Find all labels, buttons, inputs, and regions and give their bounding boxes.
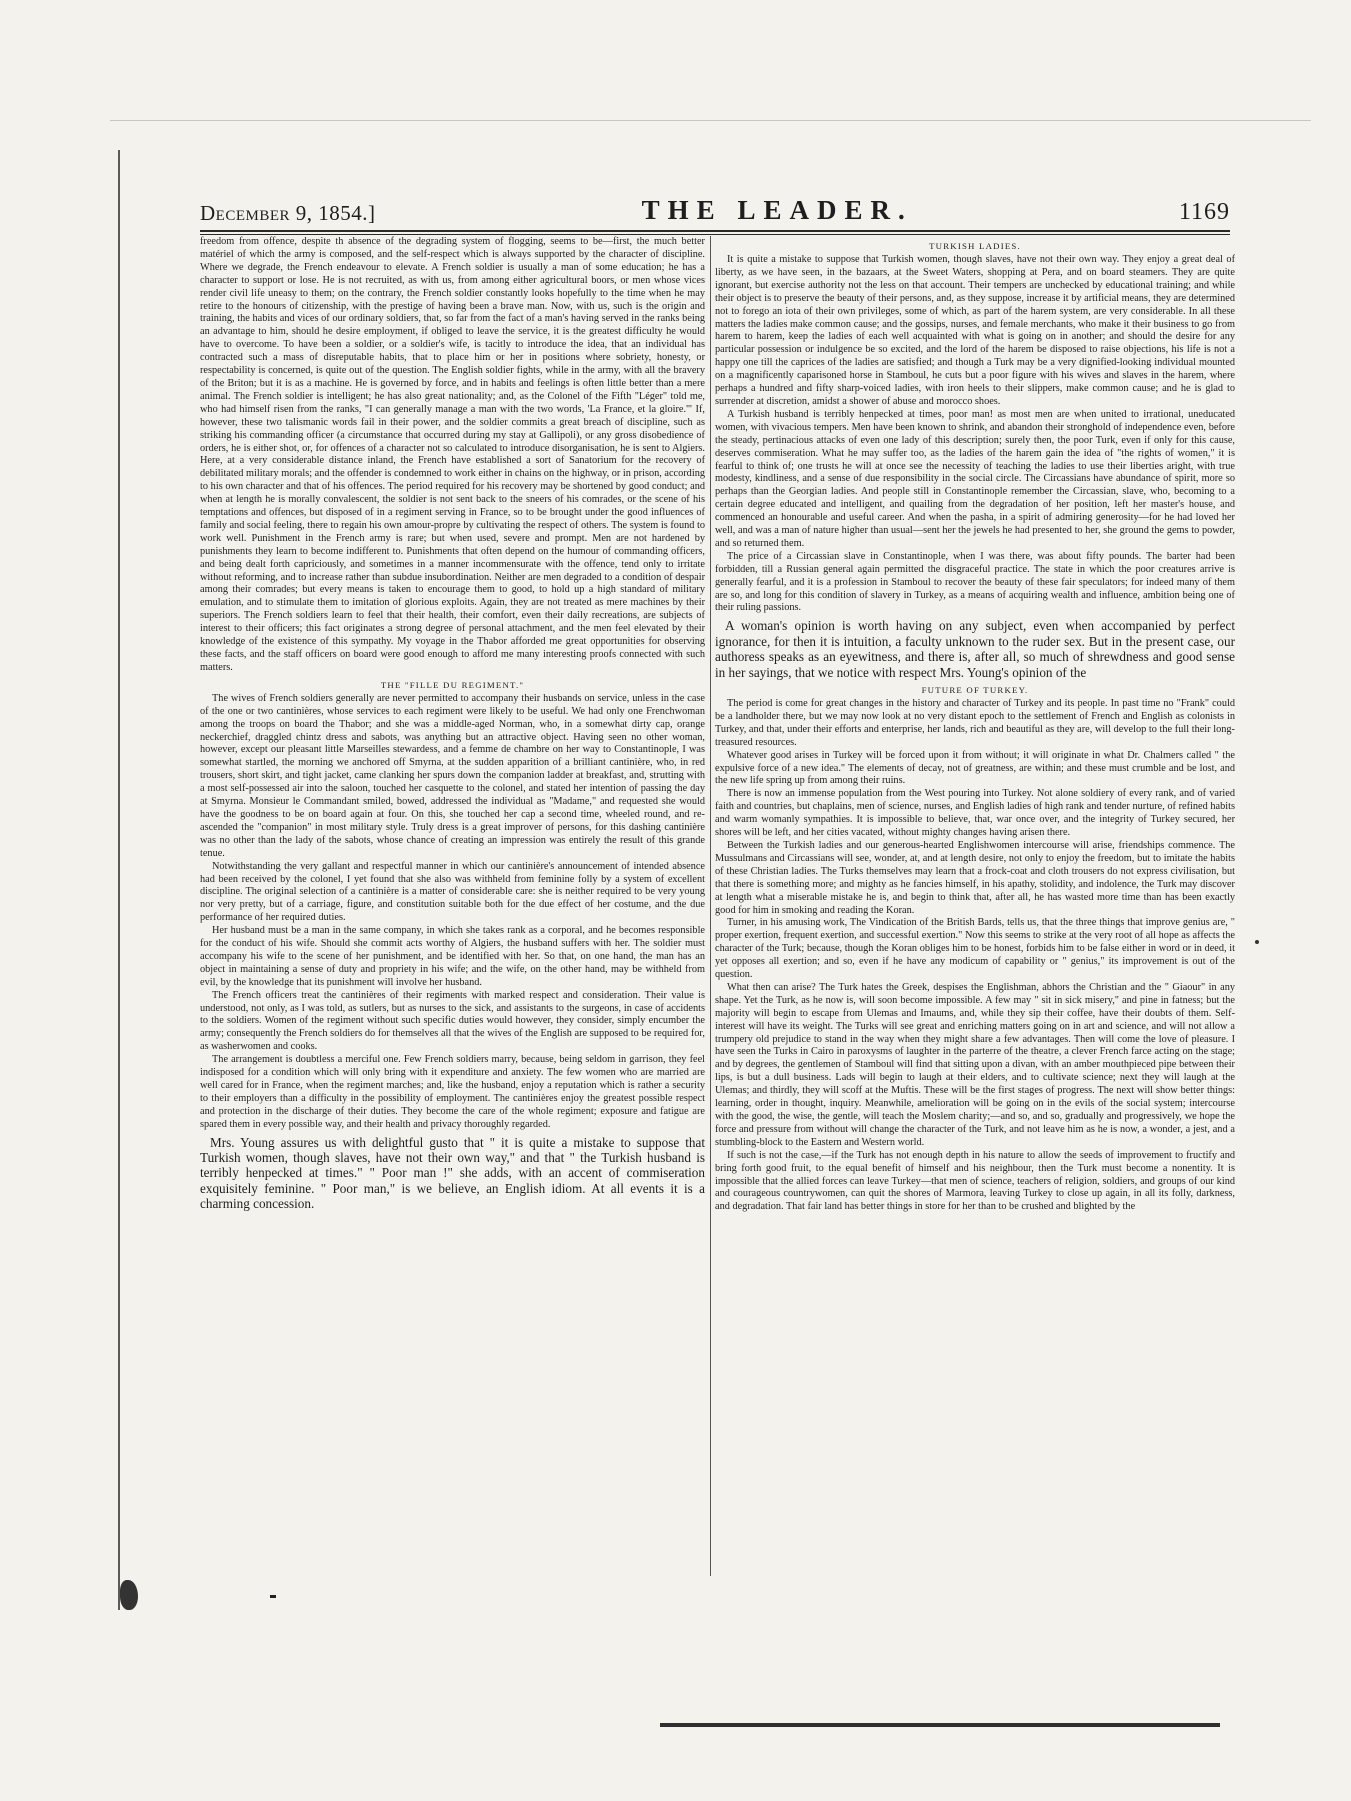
editorial-comment: Mrs. Young assures us with delightful gusto that " it is quite a mistake to suppose that Turkish women, though slaves, have not their own way," and that " the Turkish husband is terribly henpecked at times." " Poor man !" she adds, with an accent of commiseration exquisitely feminine. " Poor man," is we believe, an English idiom. At all events it is a charming concession. — [200, 1134, 705, 1212]
masthead-rule — [200, 230, 1230, 232]
paragraph: If such is not the case,—if the Turk has not enough depth in his nature to allow the seeds of improvement to fructify and bring forth good fruit, to the equal benefit of himself and his neighbour, then the Turk must become a nonentity. It is impossible that the allied forces can leave Turkey—that men of science, teachers of religion, soldiers, and groups of our kind and courageous countrywomen, can quit the shores of Marmora, leaving Turkey to close up again, in all its folly, darkness, and degradation. That fair land has better things in store for her than to be crushed and blighted by the — [715, 1149, 1235, 1213]
section-heading-future-of-turkey: FUTURE OF TURKEY. — [921, 685, 1029, 695]
paragraph: Notwithstanding the very gallant and respectful manner in which our cantinière's announcement of intended absence had been received by the colonel, I yet found that she also was withheld from feminine folly by a system of excellent discipline. The original selection of a cantinière is a matter of considerable care: she is neither required to be very young nor very pretty, but of a carriage, figure, and constitution suitable both for the due effect of her costume, and the due performance of her required duties. — [200, 860, 705, 924]
paragraph: The period is come for great changes in the history and character of Turkey and its people. In past time no "Frank" could be a landholder there, but we may now look at no very distant epoch to the settlement of French and English as colonists in Turkey, and that, under their efforts and enterprise, her lands, rich and beautiful as they are, will develop to the full their long-treasured resources. — [715, 698, 1235, 748]
paragraph: Her husband must be a man in the same company, in which she takes rank as a corporal, and he becomes responsible for the conduct of his wife. Should she commit acts worthy of Algiers, the husband suffers with her. The soldier must accompany his wife to the scene of her punishment, and be identified with her. So that, on one hand, the man has an object in maintaining a sense of duty and propriety in his wife; and the wife, on the other hand, may be withheld from evil, by the knowledge that its punishment will involve her husband. — [200, 925, 705, 988]
scan-edge-top — [110, 120, 1311, 121]
right-column — [715, 236, 1235, 1596]
paragraph: There is now an immense population from the West pouring into Turkey. Not alone soldiery of every rank, and of varied faith and countries, but chaplains, men of science, nurses, and English ladies of high rank and tender nurture, of refined habits and warm womanly sympathies. It is impossible to believe, that, war once over, and the integrity of Turkey secured, her shores will be left, and her cities vacated, without mighty changes having arisen there. — [715, 788, 1235, 839]
paragraph: A Turkish husband is terribly henpecked at times, poor man! as most men are when united to irrational, uneducated women, with vivacious tempers. Men have been known to shrink, and abandon their stronghold of independence even, before the steady, pertinacious attacks of even one lady of this description; surely then, the poor Turk, even if only for this cause, deserves commiseration. What he may suffer too, as the ladies of the harem gain the idea of "the rights of women," it is fearful to think of; one trusts he will at once see the necessity of teaching the ladies to use their liberties aright, with true modesty, kindliness, and a sense of due responsibility in the social circle. The Circassians have abundance of spirit, more so perhaps than the Georgian ladies. And people still in Constantinople remember the Circassian, slave, who, becoming to a certain degree educated and intelligent, and quailing from the degradation of her position, left her master's house, and commenced an honourable and useful career. And when the pasha, in a spirit of admiring generosity—for he had loved her well, and was a man of nature higher than usual—sent her the jewels he had presented to her, she ground the gems to powder, and so returned them. — [715, 408, 1235, 549]
left-column — [200, 236, 705, 1576]
ink-blot — [120, 1580, 138, 1610]
masthead-rule-thin — [200, 234, 1230, 235]
paragraph: freedom from offence, despite th absence of the degrading system of flogging, seems to be—first, the much better matériel of which the army is composed, and the self-respect which is always supported by the character of discipline. Where we degrade, the French endeavour to elevate. A French soldier is usually a man of some education; he has a character to support or lose. He is not recruited, as with us, from among either agricultural boors, or men whose vices render civil life uneasy to them; on the contrary, the French soldier constantly looks hopefully to the time when he may retire to the honours of citizenship, with the prestige of having been a brave man. Now, with us, such is the origin and training, the habits and vices of our ordinary soldiers, that, so far from the fact of a man's having served in the ranks being an advantage to him, should he desire employment, if obliged to leave the service, it is the greatest difficulty he would have to overcome. To have been a soldier, or a soldier's wife, is tacitly to introduce the idea, that an individual has contracted such a mass of disreputable habits, that to place him or her in positions where sobriety, honesty, or respectability is concerned, is quite out of the question. The English soldier fights, while in the army, with all the bravery of the Briton; but it is as a machine. He is governed by force, and in habits and feelings is often little better than a mere animal. The French soldier is intelligent; he has also great nationality; and, as the Colonel of the Fifth "Léger" told me, who had himself risen from the ranks, "I can generally manage a man with the two words, 'La France, et la gloire.'" If, however, these two talismanic words fail in their power, and the soldier commits a great breach of discipline, such as striking his commanding officer (a circumstance that occurred during my stay at Gallipoli), or any gross disobedience of orders, he is either shot, or, for offences of a character not so calculated to introduce disorganisation, he is sent to Algiers. Here, at a very considerable distance inland, the French have established a sort of Sanatorium for the recovery of debilitated military morals; and the offender is condemned to work either in chains on the highway, or in prison, according to his own character and that of his offences. The period required for his recovery may be shortened by good conduct; and when at length he is morally convalescent, the soldier is not sent back to the sneers of his comrades, or the scene of his temptations and offences, but disposed of in a regiment serving in France, so to be brought under the good influences of family and social feeling, there to regain his own amour-propre by cultivating the respect of others. The system is found to work well. Punishment in the French army is rare; but when used, severe and prompt. Men are not hardened by punishments they learn to become indifferent to. Punishments that often depend on the humour of commanding officers, and being dealt forth capriciously, and sometimes in a manner incommensurate with the offence, tend only to irritate without reforming, and to increase rather than subdue insubordination. Neither are men degraded to a condition of despair among their comrades; but every means is taken to encourage them to good, to hold up a high standard of military emulation, and to stimulate them to imitation of glorious exploits. Again, they are not treated as mere machines by their superiors. The French soldiers learn to feel that their health, their comfort, even their daily recreations, are subjects of interest to their officers; this fact originates a strong degree of personal attachment, and the men feel elevated by their knowledge of the existence of this sympathy. My voyage in the Thabor afforded me great opportunities for observing these facts, and the staff officers on board were good enough to afford me many interesting proofs connected with such matters. — [200, 236, 705, 673]
paragraph: The French officers treat the cantinières of their regiments with marked respect and consideration. Their value is understood, not only, as I was told, as sutlers, but as nurses to the sick, and assistants to the surgeons, in case of accidents to the soldiers. Women of the regiment without such specific duties would however, they consider, simply encumber the army; consequently the French soldiers do for themselves all that the wives of the English are supposed to be required for, as washerwomen and cooks. — [200, 989, 705, 1053]
paragraph: Whatever good arises in Turkey will be forced upon it from without; it will originate in what Dr. Chalmers called " the expulsive force of a new idea." The elements of decay, not of greatness, are within; and these must crumble and be lost, and the new life spring up from among their ruins. — [715, 749, 1235, 787]
section-heading-fille-du-regiment: THE "FILLE DU REGIMENT." — [380, 679, 525, 690]
paragraph: Between the Turkish ladies and our generous-hearted Englishwomen intercourse will arise, friendships commence. The Mussulmans and Circassians will see, wonder, at, and at length desire, not only to enjoy the freedom, but to imitate the habits of these Christian ladies. The Turks themselves may learn that a frock-coat and cloth trousers do not express civilisation, but that there is something more; and mighty as he fancies himself, in his apathy, stolidity, and indolence, the Turk may discover at length what a miserable mistake he is, and begin to think that, after all, he has wasted more time than has been exactly good for him in smoking and reading the Koran. — [715, 839, 1235, 916]
left-paragraphs-top — [200, 236, 705, 675]
page-binding-edge — [118, 150, 120, 1610]
issue-date: December 9, 1854.] — [200, 201, 376, 225]
left-paragraphs-bottom — [200, 693, 705, 1132]
paragraph: What then can arise? The Turk hates the Greek, despises the Englishman, abhors the Christian and the " Giaour" in any shape. Yet the Turk, as he now is, will soon become impossible. A few may " sit in sick misery," and pine in fatness; but the majority will begin to escape from Ulemas and Imaums, and, while they sip their coffee, have their doubts of them. Self-interest will have its weight. The Turks will see great and enriching matters going on in art and science, and will not allow a trumpery old prejudice to stand in the way when they might share a few advantages. Then will come the love of pleasure. I have seen the Turks in Cairo in paroxysms of laughter in the parterre of the theatre, a clever French farce acting on the stage; and by degrees, the gentlemen of Stamboul will find that sitting upon a divan, with an amber mouthpieced pipe between their lips, is but a dull business. Lads will begin to laugh at their elders, and to cultivate science; next they will laugh at the Ulemas; and thirdly, they will scoff at the Muftis. These will be the first stages of progress. The next will show better things: learning, order in thought, inquiry. Meanwhile, amelioration will be going on in the evils of the social system; intercourse with the good, the wise, the gentle, will teach the Moslem charity;—and so, and so, gradually and progressively, we hope the force and pressure from without will change the character of the Turk, and not leave him as he is now, a wonder, a jest, and a stumbling-block to the Eastern and Western world. — [715, 981, 1235, 1148]
margin-mark — [270, 1595, 276, 1598]
section-heading-turkish-ladies: TURKISH LADIES. — [929, 241, 1021, 251]
scan-edge-bottom — [660, 1723, 1220, 1727]
paragraph: The price of a Circassian slave in Constantinople, when I was there, was about fifty pounds. The barter had been forbidden, till a Russian general again permitted the disgraceful practice. The state in which the poor creatures arrive is generally fearful, and it is a profession in Stamboul to recover the beauty of these fair speculators; for indeed many of them are so, and long for this condition of slavery in Turkey, as a means of acquiring wealth and influence, ambition being one of their ruling passions. — [715, 550, 1235, 614]
column-divider — [710, 236, 711, 1576]
paragraph: The arrangement is doubtless a merciful one. Few French soldiers marry, because, being seldom in garrison, they feel indisposed for a condition which will only bring with it expenditure and anxiety. The few women who are married are well cared for in France, when the regiment marches; and, like the husband, enjoy a reputation which is rather a security to their employers than a difficulty in the possibility of employment. The cantinières enjoy the greatest possible respect and protection in the discharge of their duties. They become the care of the whole regiment; exposure and fatigue are spared them in every possible way, and their health and privacy thoroughly regarded. — [200, 1054, 705, 1130]
editorial-comment: A woman's opinion is worth having on any subject, even when accompanied by perfect ignorance, for then it is intuition, a faculty unknown to the ruder sex. But in the present case, our authoress speaks as an eyewitness, and there is, after all, so much of shrewdness and good sense in her sayings, that we notice with respect Mrs. Young's opinion of the — [715, 618, 1235, 680]
paragraph: The wives of French soldiers generally are never permitted to accompany their husbands on service, unless in the case of the one or two cantinières, whose services to each regiment were likely to be useful. We had only one Frenchwoman among the troops on board the Thabor; and she was a middle-aged Norman, who, in a somewhat dirty cap, orange neckerchief, draggled chintz dress and sabots, was anything but an attractive object. Having seen no other woman, however, except our pleasant little Marseilles stewardess, and a femme de chambre on her way to Constantinople, I was somewhat startled, the morning we anchored off Smyrna, at the sudden apparition of a brilliant cantinière, who, in red trousers, short skirt, and tight jacket, came clanking her spurs down the companion ladder at breakfast, and, strutting with a most self-possessed air into the saloon, touched her casquette to the colonel, and stated her intention of passing the day at Smyrna. Monsieur le Commandant smiled, bowed, addressed the individual as "Madame," and requested she would have the goodness to be on board again at four. On this, she touched her cap a second time, wheeled round, and re-ascended the "companion" in most military style. Truly dress is a great improver of persons, for this dashing cantinière was no other than the lady of the sabots, whose chance of creating an impression was entirely the result of this grande tenue. — [200, 692, 705, 859]
publication-title: THE LEADER. — [641, 195, 913, 225]
paragraph: It is quite a mistake to suppose that Turkish women, though slaves, have not their own way. They enjoy a great deal of liberty, as we have seen, in the bazaars, at the Sweet Waters, shopping at Pera, and on board steamers. They are quite ignorant, but exercise authority not the less on that account. Their tempers are unchecked by educational training; and while their object is to preserve the beauty of their persons, and, as they suppose, increase it by artificial means, they are determined not to forego an iota of their own privileges, some of which, as part of the harem system, are very considerable. In all these matters the ladies make common cause; and the gossips, nurses, and female merchants, who make it their business to go from harem to harem, keep the ladies of each well acquainted with what is going on in another; and should the desire for any particular possession or indulgence be so excited, and the lord of the harem be disposed to raise objections, his life is not a happy one till the caprices of the ladies are satisfied; and though a Turk may be a very dignified-looking individual mounted on a magnificently caparisoned horse in Stamboul, he cuts but a poor figure with his wives and slaves in the harem, where perhaps a hundred and fifty sharp-voiced ladies, with iron heels to their slippers, make common cause; and he is glad to surrender at discretion, amidst a shower of abuse and morocco shoes. — [715, 254, 1235, 407]
margin-dot — [1255, 940, 1259, 944]
masthead — [200, 186, 1230, 226]
paragraph: Turner, in his amusing work, The Vindication of the British Bards, tells us, that the three things that improve genius are, " proper exertion, frequent exertion, and successful exertion." Now this seems to strike at the very root of all hope as affects the character of the Turk; because, though the Koran obliges him to be honest, forbids him to be false either in word or in deed, it yet opposes all exertion; and so, even if he have any modicum of capability or " genius," its improvement is out of the question. — [715, 917, 1235, 981]
page-number: 1169 — [1178, 199, 1230, 225]
